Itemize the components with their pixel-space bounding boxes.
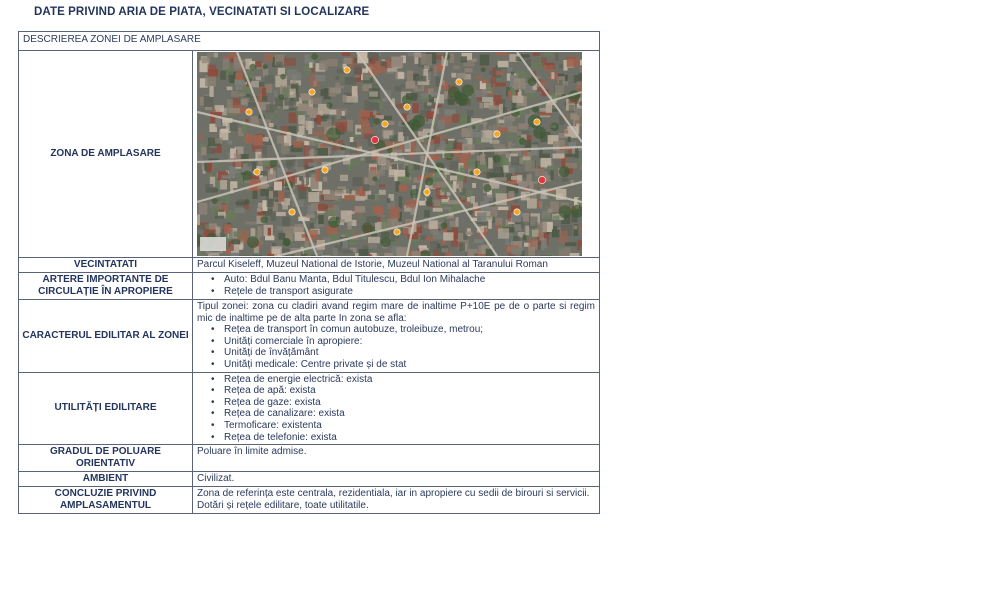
row-concluzie — [19, 487, 600, 514]
poluare-label: GRADUL DE POLUARE ORIENTATIV — [19, 445, 193, 472]
list-item: • Rețea de transport în comun autobuze, troleibuze, metrou; — [211, 324, 595, 336]
list-item: • Unități comerciale în apropiere: — [211, 336, 595, 348]
concluzie-value — [193, 487, 600, 514]
list-item: • Rețea de apă: exista — [211, 385, 595, 397]
document-title: DATE PRIVIND ARIA DE PIATA, VECINATATI SI LOCALIZARE — [34, 6, 370, 18]
row-vecinatati — [19, 258, 600, 273]
artere-value — [193, 273, 600, 300]
row-zona — [19, 51, 600, 258]
caracter-intro: Tipul zonei: zona cu cladiri avand regim mare de inaltime P+10E pe de o parte si regim mic de inaltime pe de alta parte In zona se afla: — [197, 301, 596, 324]
list-item: • Auto: Bdul Banu Manta, Bdul Titulescu, Bdul Ion Mihalache — [211, 274, 595, 286]
table-header: DESCRIEREA ZONEI DE AMPLASARE — [19, 32, 600, 51]
list-item: • Rețea de telefonie: exista — [211, 432, 595, 444]
caracter-value — [193, 300, 600, 373]
map-cell — [193, 51, 600, 258]
ambient-value: Civilizat. — [193, 472, 600, 487]
row-poluare — [19, 445, 600, 472]
row-ambient — [19, 472, 600, 487]
poluare-value: Poluare în limite admise. — [193, 445, 600, 472]
satellite-map-image — [197, 52, 582, 256]
artere-label: ARTERE IMPORTANTE DE CIRCULAȚIE ÎN APROPIERE — [19, 273, 193, 300]
concluzie-text-2: Dotări și rețele edilitare, toate utilitatile. — [197, 499, 369, 511]
row-caracter — [19, 300, 600, 373]
concluzie-text: Zona de referința este centrala, rezidentiala, iar in apropiere cu sedii de birouri si servicii. — [197, 488, 590, 500]
list-item: • Unități medicale: Centre private și de stat — [211, 359, 595, 371]
list-item: • Rețea de canalizare: exista — [211, 408, 595, 420]
list-item: • Termoficare: existenta — [211, 420, 595, 432]
zona-label: ZONA DE AMPLASARE — [19, 51, 193, 258]
ambient-label: AMBIENT — [19, 472, 193, 487]
site-description-table — [18, 31, 600, 514]
list-item: • Rețea de energie electrică: exista — [211, 374, 595, 386]
utilitati-value — [193, 372, 600, 445]
table-header-row — [19, 32, 600, 51]
row-artere — [19, 273, 600, 300]
row-utilitati — [19, 372, 600, 445]
utilitati-label: UTILITĂȚI EDILITARE — [19, 372, 193, 445]
list-item: • Rețea de gaze: exista — [211, 397, 595, 409]
list-item: • Unități de învățământ — [211, 347, 595, 359]
caracter-label: CARACTERUL EDILITAR AL ZONEI — [19, 300, 193, 373]
vecinatati-value: Parcul Kiseleff, Muzeul National de Istorie, Muzeul National al Taranului Roman — [193, 258, 600, 273]
vecinatati-label: VECINTATATI — [19, 258, 193, 273]
list-item: • Rețele de transport asigurate — [211, 286, 595, 298]
concluzie-label: CONCLUZIE PRIVIND AMPLASAMENTUL — [19, 487, 193, 514]
